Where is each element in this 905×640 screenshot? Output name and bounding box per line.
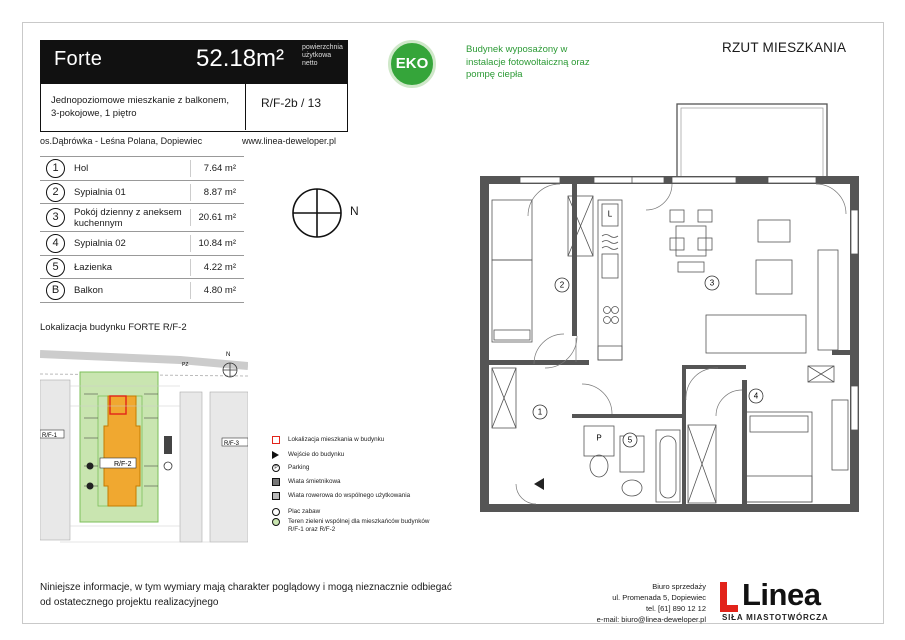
dining-set xyxy=(670,210,838,353)
divider xyxy=(190,259,191,276)
parking-icon: P xyxy=(272,464,280,472)
divider xyxy=(190,209,191,226)
room-5-label: 5 xyxy=(627,435,633,445)
room-row xyxy=(40,157,244,181)
divider xyxy=(190,184,191,201)
office-title: Biuro sprzedaży xyxy=(652,582,706,591)
bicycle-shelter-icon xyxy=(272,492,280,500)
area-caption: powierzchnia użytkowa netto xyxy=(302,44,343,67)
sales-office xyxy=(560,581,706,625)
eco-description: Budynek wyposażony w instalacje fotowoltaiczną oraz pompę ciepła xyxy=(466,44,590,80)
north-label: N xyxy=(350,204,359,218)
door-swings xyxy=(516,184,846,504)
playground-icon xyxy=(272,508,280,516)
divider xyxy=(190,235,191,252)
office-address: ul. Promenada 5, Dopiewiec xyxy=(612,593,706,602)
map-north-label: N xyxy=(226,352,231,358)
room-area: 20.61 m² xyxy=(198,212,236,223)
room-number-badge: B xyxy=(46,281,65,300)
bed xyxy=(492,200,532,342)
room-name: Sypialnia 01 xyxy=(74,186,126,198)
entrance-arrow-icon xyxy=(534,478,544,490)
room-row xyxy=(40,204,244,232)
room-name: Sypialnia 02 xyxy=(74,238,126,249)
room-row xyxy=(40,232,244,256)
room-4-label: 4 xyxy=(753,391,759,401)
site-map xyxy=(40,346,248,552)
room-number-badge: 4 xyxy=(46,234,65,253)
room-row xyxy=(40,279,244,303)
website-link[interactable]: www.linea-deweloper.pl xyxy=(242,136,337,146)
room-number-badge: 3 xyxy=(46,208,65,227)
entrance-arrow-icon xyxy=(272,451,279,459)
linea-logo xyxy=(720,577,870,624)
windows xyxy=(520,177,858,430)
compass-icon xyxy=(290,186,344,240)
room-number-badge: 5 xyxy=(46,258,65,277)
room-name: Pokój dzienny z aneksem kuchennym xyxy=(74,206,182,229)
logo-word: Linea xyxy=(742,577,821,612)
apartment-name: Forte xyxy=(54,48,103,70)
floor-plan xyxy=(472,100,862,520)
room-1-label: 1 xyxy=(537,407,543,417)
room-area: 4.80 m² xyxy=(203,285,236,296)
building-rf2-label: R/F-2 xyxy=(114,461,132,468)
room-name: Balkon xyxy=(74,285,104,296)
apartment-header xyxy=(40,40,348,84)
walls xyxy=(480,176,859,512)
office-email[interactable]: e-mail: biuro@linea-deweloper.pl xyxy=(596,615,706,624)
apartment-description: Jednopoziomowe mieszkanie z balkonem, 3-pokojowe, 1 piętro xyxy=(51,95,229,119)
parking-icon xyxy=(164,462,172,470)
apartment-code: R/F-2b / 13 xyxy=(261,96,322,110)
room-number-badge: 2 xyxy=(46,183,65,202)
apartment-area: 52.18m² xyxy=(196,45,285,72)
divider xyxy=(190,282,191,299)
plan-title: RZUT MIESZKANIA xyxy=(722,40,847,55)
fridge-label: L xyxy=(607,209,613,219)
green-area-icon xyxy=(272,518,280,526)
room-name: Hol xyxy=(74,163,89,174)
kitchen-unit xyxy=(598,200,622,360)
double-bed xyxy=(746,400,848,502)
eco-badge: EKO xyxy=(388,40,436,88)
room-row xyxy=(40,256,244,280)
office-phone[interactable]: tel. [61] 890 12 12 xyxy=(645,604,706,613)
room-area: 7.64 m² xyxy=(203,163,236,174)
wc-label: P xyxy=(596,433,602,443)
disclaimer: Niniejsze informacje, w tym wymiary mają charakter poglądowy i mogą nieznacznie odbiegać od ostatecznego projektu realizacyjnego xyxy=(40,582,452,608)
building-rf3-label: R/F-3 xyxy=(224,441,239,447)
rooms-table xyxy=(40,156,244,303)
building-rf1-label: R/F-1 xyxy=(42,433,57,439)
room-name: Łazienka xyxy=(74,261,113,273)
apartment-info xyxy=(40,84,348,132)
room-3-label: 3 xyxy=(709,278,715,288)
room-row xyxy=(40,181,244,205)
room-number-badge: 1 xyxy=(46,159,65,178)
room-area: 4.22 m² xyxy=(203,261,236,273)
waste-shelter-icon xyxy=(272,478,280,486)
logo-mark-icon xyxy=(720,582,738,612)
balcony-outline xyxy=(677,104,827,180)
estate-location: os.Dąbrówka - Leśna Polana, Dopiewiec xyxy=(40,136,203,146)
location-marker-icon xyxy=(272,436,280,444)
room-area: 10.84 m² xyxy=(198,238,236,249)
map-pz-label: PZ xyxy=(182,362,189,368)
room-area: 8.87 m² xyxy=(203,186,236,198)
site-map-title: Lokalizacja budynku FORTE R/F-2 xyxy=(40,322,187,333)
room-2-label: 2 xyxy=(559,280,565,290)
divider xyxy=(190,160,191,177)
logo-tagline: SIŁA MIASTOTWÓRCZA xyxy=(722,613,829,622)
divider xyxy=(245,84,246,130)
